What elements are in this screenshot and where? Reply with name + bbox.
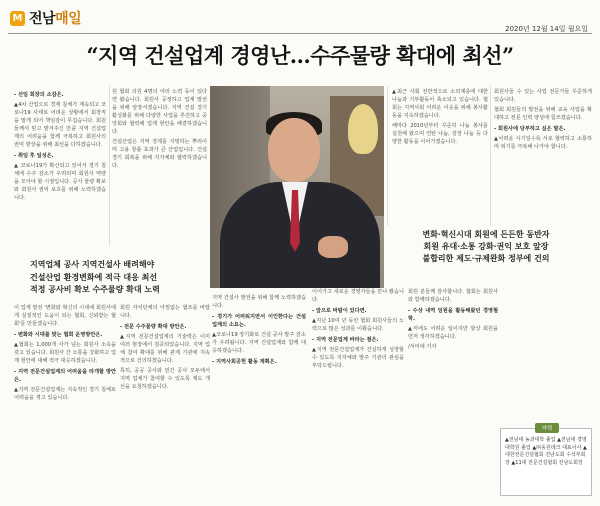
subheadline-left: 지역업체 공사 지역건설사 배려해야 건설산업 환경변화에 적극 대응 최선 적정 공사비 확보 수주물량 확대 노력: [30, 259, 160, 294]
article-column-2-top: [112, 88, 207, 248]
article-column-6-bottom: [500, 288, 592, 424]
article-paragraph: ▲최근 사회 전반적으로 소외계층에 대한 나눔과 기부활동이 축소되고 있습니다. 협회는 지역사회 어려운 이웃을 위해 봉사활동을 지속하겠습니다.: [392, 89, 488, 119]
newspaper-logo-icon: M: [10, 11, 25, 26]
article-column-1-top: [14, 88, 106, 248]
article-paragraph: 회원 분들께 감사합니다. 협회는 회원사와 함께하겠습니다.: [408, 289, 498, 303]
article-paragraph: 이어가고 새로운 경영자들을 만나 봤습니다.: [312, 289, 404, 303]
article-paragraph: - 지역사회공헌 활동 계획은.: [212, 359, 277, 365]
article-paragraph: 협회 회원들의 발전을 위해 교육 사업을 확대하고 전문 인력 양성에 힘쓰겠습니다.: [494, 107, 592, 121]
article-paragraph: - 취임 후 일성은.: [14, 153, 54, 159]
article-paragraph: ▲지역 전문건설업계가 건실하게 성장할 수 있도록 지자체와 발주 기관의 관심을 부탁드립니다.: [312, 347, 404, 369]
article-paragraph: - 지역 전문건설업계의 어려움을 타개할 방안은.: [14, 369, 116, 383]
article-paragraph: - 선임 회장의 소감은.: [14, 92, 64, 98]
article-column-3-bottom: [212, 294, 306, 500]
masthead-rule: [8, 33, 592, 34]
article-paragraph: - 경기가 어려워지면서 이인한다는 건설 업계의 소요는.: [212, 314, 306, 328]
article-paragraph: 원 협회 의원 4명의 여러 노력 등이 있다면 봤습니다. 회원사 공정하고 업계 발전을 위해 앞장서겠습니다. 지역 건설 경기 활성화를 위해 다양한 사업을 추진하고 중앙회와 협력해 업계 현안을 해결하겠습니다.: [112, 89, 207, 135]
article-paragraph: - 전문 수주물량 확대 방안은.: [120, 324, 187, 330]
article-paragraph: - 변화와 시대를 맞는 협회 운영방안은.: [14, 332, 103, 338]
article-paragraph: ▲어려운 시기일수록 서로 협력하고 소통하며 위기를 극복해 나가야 합니다.: [494, 136, 592, 150]
article-paragraph: /서미애 기자: [408, 344, 437, 350]
article-paragraph: ▲코로나19 장기화로 건설 공사 발주 감소가 우려됩니다. 지역 건설업계와 함께 대응하겠습니다.: [212, 332, 306, 354]
subheadline-right: 변화·혁신시대 회원에 든든한 동반자 회원 유대·소통 강화·권익 보호 앞장 불합리한 제도·규제완화 정부에 건의: [422, 229, 550, 263]
article-paragraph: 지역 건설사 발전을 위해 함께 노력하겠습니다.: [212, 295, 306, 309]
column-divider: [490, 86, 491, 226]
article-paragraph: 회원사들 수 있는 사업 전문가들 꾸준하게 있습니다.: [494, 89, 592, 103]
article-paragraph: 건설산업은 지역 경제를 지탱하는 뿌리이며 고용 창출 효과가 큰 산업입니다. 건설 경기 회복을 위해 지자체와 협력하겠습니다.: [112, 139, 207, 169]
masthead: [10, 8, 81, 28]
column-divider: [387, 86, 388, 226]
article-paragraph: 특히, 공공 공사와 민간 공사 모두에서 지역 업체가 참여할 수 있도록 제도 개선을 요청하겠습니다.: [120, 368, 210, 390]
column-divider: [109, 86, 110, 246]
portrait-photo: [210, 86, 384, 288]
article-paragraph: - 지역 전문업계 바라는 점은.: [312, 337, 379, 343]
page-headline: “지역 건설업계 경영난…수주물량 확대에 최선”: [86, 43, 514, 68]
newspaper-name: 전남매일: [29, 11, 82, 27]
article-paragraph: - 앞으로 바람이 있다면.: [312, 308, 367, 314]
article-paragraph: ▲협회는 1,000개 사가 넘는 회원사 소속을 갖고 있습니다. 회원사 간 소통을 강화하고 업계 현안에 대해 적극 대응하겠습니다.: [14, 342, 116, 364]
article-column-5-bottom: [408, 288, 498, 500]
article-paragraph: ▲지난 10여 년 동안 협회 회원사들의 노력으로 많은 성과를 이뤘습니다.: [312, 318, 404, 332]
article-paragraph: - 회원사에 당부하고 싶은 말은.: [494, 126, 566, 132]
article-paragraph: - 수상 내역 임원을 활동해왔던 경영철학.: [408, 308, 498, 322]
article-column-4-bottom: [312, 288, 404, 500]
article-paragraph: 이 업계 발전 '변화와 혁신의 시대에 회원사에게 실질적인 도움이 되는 협회, 신뢰받는 협회'를 만들겠습니다.: [14, 305, 116, 327]
profile-body: ▲전남대 농과대학 졸업 ▲전남대 경영대학원 졸업 ▲㈜동원테크 대표이사 ▲대한전문건설협회 전남도회 수석부회장 ▲11대 전문건설협회 전남도회장: [505, 437, 587, 466]
article-paragraph: ▲ 코로나19가 확산되고 있어서 경기 침체에 수주 감소가 우려되며 회원사 역량을 모아야 할 시점입니다. 공사 물량 확보와 회원사 권익 보호를 위해 노력하겠습니다.: [14, 163, 106, 201]
article-column-1-bottom: [14, 304, 116, 500]
article-column-4-top: [392, 88, 488, 218]
profile-box: [500, 428, 592, 496]
issue-date: 2020년 12월 14일 월요일: [505, 25, 588, 33]
article-paragraph: 회원 자치단체의 아낌없는 협조를 바랍니다.: [120, 305, 210, 319]
article-paragraph: ▲지역 전문건설업계는 지속적인 경기 침체로 어려움을 겪고 있습니다.: [14, 387, 116, 401]
article-paragraph: ▲4차 산업으로 경제 침체가 계속되고 코로나19 사태로 어려운 상황에서 회장직을 맡게 되어 책임감이 무겁습니다. 회원들께서 믿고 맡겨주신 만큼 지역 건설업계의 어려움을 함께 극복하고 회원사의 권익 향상을 위해 최선을 다하겠습니다.: [14, 102, 106, 148]
article-column-2-bottom: [120, 304, 210, 500]
profile-title: 약력: [535, 423, 559, 433]
article-paragraph: ▲지역 전문건설업계의 기술력은 이미 여러 현장에서 검증되었습니다. 지역 업체 참여 확대를 위해 관계 기관에 지속적으로 건의하겠습니다.: [120, 334, 210, 364]
article-paragraph: ▲저에도 어려운 일이지만 항상 회원을 먼저 생각하겠습니다.: [408, 326, 498, 340]
article-column-5-top: [494, 88, 592, 218]
article-paragraph: 해마다 2010년부터 꾸준히 나눔 봉사를 실천해 왔으며 연탄 나눔, 김장 나눔 등 다양한 활동을 이어가겠습니다.: [392, 123, 488, 145]
